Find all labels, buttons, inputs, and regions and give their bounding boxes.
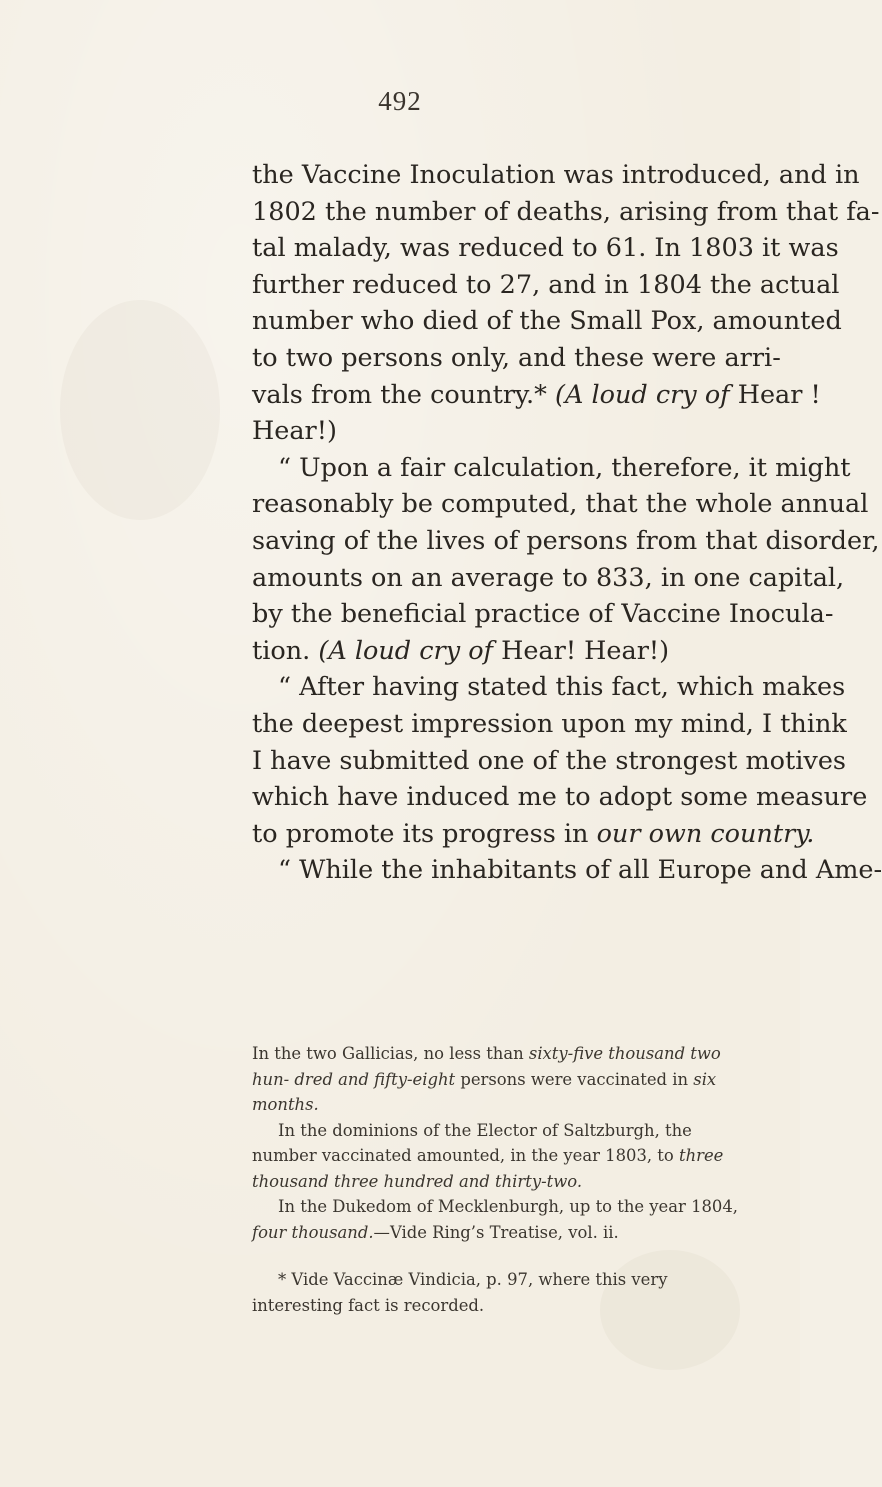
body-line-emphasis: (A loud cry of (318, 635, 493, 666)
page-number: 492 (378, 86, 422, 116)
footnote-mecklenburgh (252, 1194, 748, 1245)
body-line-text: “ Upon a fair calculation, therefore, it might (278, 452, 851, 483)
body-line-text: reasonably be computed, that the whole annual (252, 489, 869, 520)
body-line (252, 596, 834, 633)
body-line-text: Hear! Hear!) (493, 635, 670, 666)
footnote-gap (252, 1245, 748, 1267)
body-line (252, 230, 839, 267)
footnote-text: —Vide Ring’s Treatise, vol. ii. (373, 1222, 619, 1242)
body-line-text: vals from the country.* (252, 379, 555, 410)
body-line-text: tion. (252, 635, 319, 666)
body-line (252, 852, 882, 889)
footnote-gallicias (252, 1041, 748, 1118)
body-line-text: which have induced me to adopt some measure (252, 782, 868, 813)
body-line-text: by the beneficial practice of Vaccine Inocula- (252, 599, 834, 630)
body-line (252, 303, 842, 340)
body-line-text: “ After having stated this fact, which makes (278, 672, 846, 703)
footnote-emphasis: sixty-five thousand two hun- dred and fifty-eight (252, 1044, 721, 1089)
body-line-text: number who died of the Small Pox, amounted (252, 306, 842, 337)
body-line (252, 779, 868, 816)
body-line (252, 340, 781, 377)
body-line-emphasis: (A loud cry of (555, 379, 730, 410)
footnote-text: In the two Gallicias, no less than (252, 1044, 529, 1063)
body-line (252, 413, 748, 450)
footnote-text: In the Dukedom of Mecklenburgh, up to the year 1804, (278, 1197, 739, 1216)
footnotes (252, 1041, 748, 1318)
paper-stain (60, 300, 220, 520)
body-line (252, 194, 880, 231)
body-line-text: “ While the inhabitants of all Europe and Ame- (278, 855, 882, 886)
body-line-text: Hear ! (729, 379, 821, 410)
footnote-text: In the dominions of the Elector of Saltzburgh, the number vaccinated amounted, in the year 1803, to (252, 1120, 692, 1165)
body-line (252, 157, 860, 194)
body-line (252, 267, 840, 304)
body-line-text: Hear!) (252, 416, 337, 447)
body-text (252, 157, 882, 889)
footnote-asterisk (252, 1267, 748, 1318)
body-line-text: the Vaccine Inoculation was introduced, and in (252, 160, 860, 190)
footnote-emphasis: four thousand. (252, 1222, 374, 1242)
body-line-text: tal malady, was reduced to 61. In 1803 it was (252, 233, 839, 264)
footnote-text: * Vide Vaccinæ Vindicia, p. 97, where this very interesting fact is recorded. (252, 1270, 668, 1315)
footnote-saltzburgh (252, 1118, 748, 1195)
body-line-text: to promote its progress in (252, 818, 597, 849)
body-line (252, 377, 821, 414)
footnote-emphasis: six months. (252, 1069, 717, 1114)
body-line-text: I have submitted one of the strongest motives (252, 745, 846, 776)
body-line-text: amounts on an average to 833, in one capital, (252, 562, 845, 593)
footnote-emphasis: three thousand three hundred and thirty-two. (252, 1146, 724, 1191)
body-line (252, 743, 846, 780)
body-line (252, 633, 748, 670)
body-line-text: further reduced to 27, and in 1804 the actual (252, 269, 840, 300)
body-line (252, 450, 851, 487)
body-line-emphasis: our own country. (596, 818, 815, 849)
body-line (252, 669, 846, 706)
body-line-text: the deepest impression upon my mind, I think (252, 708, 847, 739)
footnote-text: persons were vaccinated in (455, 1069, 694, 1089)
body-line (252, 706, 847, 743)
body-line-text: 1802 the number of deaths, arising from that fa- (252, 196, 880, 227)
body-line (252, 486, 869, 523)
body-line-text: to two persons only, and these were arri- (252, 342, 781, 373)
body-line (252, 523, 880, 560)
body-line (252, 816, 815, 853)
body-line (252, 560, 845, 597)
body-line-text: saving of the lives of persons from that disorder, (252, 525, 880, 556)
